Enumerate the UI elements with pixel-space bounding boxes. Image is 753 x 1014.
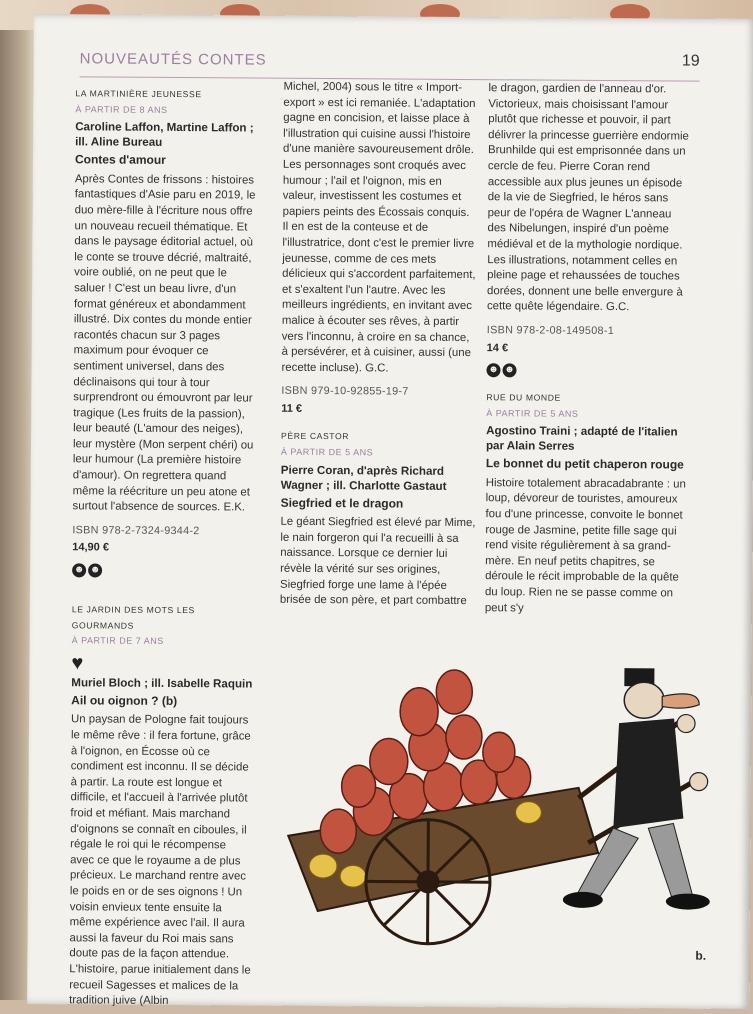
price: 14,90 € xyxy=(72,541,110,554)
price: 11 € xyxy=(281,402,303,415)
illustration-onion-cart xyxy=(277,636,719,979)
illustration-caption: b. xyxy=(695,948,707,963)
smiley-icon: ☻ xyxy=(502,363,516,377)
page-header xyxy=(80,38,700,81)
section-title: NOUVEAUTÉS CONTES xyxy=(79,50,267,69)
smiley-icon: ☻ xyxy=(88,563,102,577)
review-text-continued: Michel, 2004) sous le titre « Import-export » est ici remaniée. L'adaptation gagne en concision, et laisse place à l'illustration qui cuisine aussi l'histoire d'une manière savoureusement drôle. Les personnages sont croqués avec humour ; l'ail et l'oignon, mis en valeur, investissent les costumes et papiers peints des Écossais conquis. Il en est de la conteuse et de l'illustratrice, dont c'est le premier livre jeunesse, comme de ces mets délicieux qui s'accordent parfaitement, et s'exaltent l'un l'autre. Avec les meilleurs ingrédients, en invitant avec malice à écouter ses rêves, à partir vers l'inconnu, à croire en sa chance, à persévérer, et à cuisiner, aussi (une recette incluse). G.C. xyxy=(281,80,476,375)
authors: Pierre Coran, d'après Richard Wagner ; ill. Charlotte Gastaut xyxy=(280,463,447,493)
review-text: Après Contes de frissons : histoires fantastiques d'Asie paru en 2019, le duo mère-fille à l'écriture nous offre un nouveau recueil thématique. Et dans le paysage éditorial actuel, où le conte se trouve décrié, maltraité, voire oublié, on ne peut que le saluer ! C'est un beau livre, d'un format généreux et abondamment illustré. Dix contes du monde entier racontés chacun sur 3 pages maximum pour évoquer ce sentiment universel, dans des déclinaisons qui tour à tour surprendront ou émouvront par leur tragique (Les fruits de la passion), leur beauté (L'amour des neiges), leur mystère (Mon serpent chéri) ou leur humour (La première histoire d'amour). On regrettera quand même la réécriture un peu atone et surtout l'absence de sources. E.K. xyxy=(72,173,256,514)
price: 14 € xyxy=(486,341,509,354)
smiley-icon: ☻ xyxy=(486,363,500,377)
age-range: À PARTIR DE 5 ANS xyxy=(280,446,374,458)
age-range: À PARTIR DE 5 ANS xyxy=(486,407,579,419)
review-text: Histoire totalement abracadabrante : un loup, dévoreur de touristes, amoureux fou d'une princesse, convoite le bonnet rouge de Jasmine, petite fille sage qui rend visite régulièrement à sa grand-mère. En neuf petits chapitres, se déroule le récit improbable de la quête du loup. Rien ne se passe comme on peut s'y xyxy=(484,477,686,615)
age-range: À PARTIR DE 8 ANS xyxy=(75,103,168,115)
page-number: 19 xyxy=(681,52,700,70)
book-title: Contes d'amour xyxy=(74,152,166,168)
publisher: PÈRE CASTOR xyxy=(281,431,350,442)
publisher: LA MARTINIÈRE JEUNESSE xyxy=(75,88,202,100)
rating-faces xyxy=(72,562,254,579)
authors: Caroline Laffon, Martine Laffon ; ill. Aline Bureau xyxy=(75,120,254,150)
age-range: À PARTIR DE 7 ANS xyxy=(71,635,164,647)
review-text: Le géant Siegfried est élevé par Mime, le nain forgeron qui l'a recueilli à sa naissance. Lorsque ce dernier lui révèle la vérité sur ses origines, Siegfried forge une lame à l'épée brisée de son père, et part combattre xyxy=(279,515,476,608)
isbn: ISBN 979-10-92855-19-7 xyxy=(281,385,409,398)
authors: Muriel Bloch ; ill. Isabelle Raquin xyxy=(71,676,253,691)
review-text: Un paysan de Pologne fait toujours le même rêve : il fera fortune, grâce à l'oignon, en Écosse où ce condiment est inconnu. Il se décide à partir. La route est longue et difficile, et l'accueil à l'arrivée plutôt froid et méfiant. Mais marchand d'oignons se connaît en ciboules, il régale le roi qui le récompense avec ce que le royaume a de plus précieux. Le marchand rentre avec le poids en or de ses oignons ! Un voisin envieux tente ensuite la même expérience avec l'ail. Il aura aussi la faveur du Roi mais sans doute pas de la façon attendue. L'histoire, parue initialement dans le recueil Sagesses et malices de la tradition juive (Albin xyxy=(69,713,251,1008)
isbn: ISBN 978-2-7324-9344-2 xyxy=(72,524,200,538)
book-title: Siegfried et le dragon xyxy=(280,495,404,511)
column-3 xyxy=(485,81,694,618)
review-text-continued: le dragon, gardien de l'anneau d'or. Victorieux, mais choisissant l'amour plutôt que richesse et pouvoir, il part délivrer la princesse guerrière endormie Brunhilde qui est emprisonnée dans un cercle de feu. Pierre Coran rend accessible aux plus jeunes un épisode de la vie de Siegfried, le héros sans peur de l'opéra de Wagner L'anneau des Nibelungen, inspiré d'un poème médiéval et de la mythologie nordique. Les illustrations, notamment celles en pleine page et rehaussées de touches dorées, donnent une belle envergure à cette quête légendaire. G.C. xyxy=(486,82,689,314)
merchant-figure xyxy=(563,668,712,910)
magazine-page xyxy=(27,14,753,1009)
heart-icon: ♥ xyxy=(71,652,84,675)
authors: Agostino Traini ; adapté de l'italien par Alain Serres xyxy=(485,424,678,454)
publisher: LE JARDIN DES MOTS LES GOURMANDS xyxy=(71,604,195,631)
smiley-icon: ☻ xyxy=(72,563,86,577)
cart-wheel xyxy=(366,819,491,944)
column-1 xyxy=(69,86,257,1010)
book-title: Le bonnet du petit chaperon rouge xyxy=(485,456,684,472)
isbn: ISBN 978-2-08-149508-1 xyxy=(486,324,615,337)
publisher: RUE DU MONDE xyxy=(486,392,561,403)
column-2 xyxy=(280,80,479,610)
rating-faces xyxy=(486,362,691,379)
book-title: Ail ou oignon ? (b) xyxy=(71,693,178,708)
